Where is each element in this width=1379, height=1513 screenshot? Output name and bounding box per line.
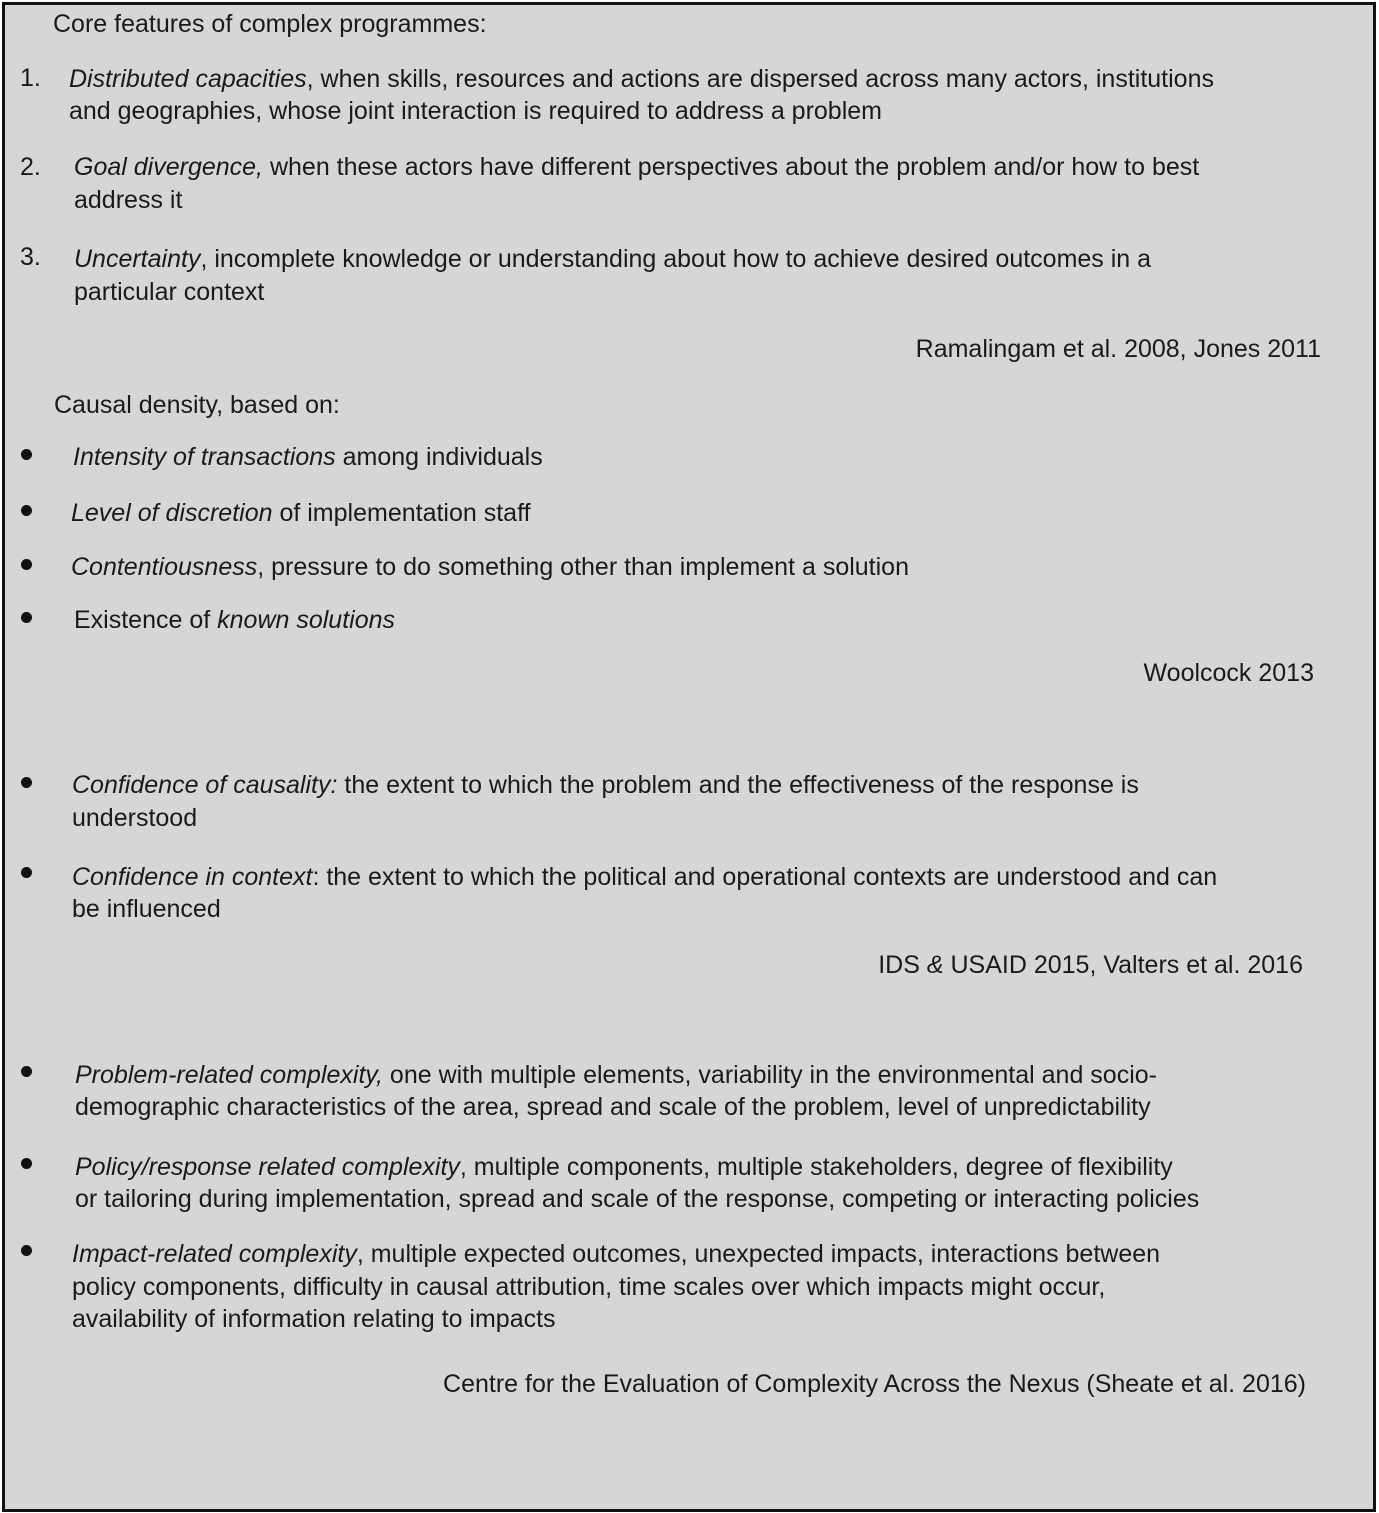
item-text: , incomplete knowledge or understanding about how to achieve desired outcomes in a bbox=[200, 245, 1152, 273]
bullet-icon bbox=[21, 559, 32, 570]
item-term: Uncertainty bbox=[74, 245, 201, 273]
item-text-line2: particular context bbox=[74, 278, 265, 306]
item-text: of implementation staff bbox=[272, 499, 531, 527]
section1-heading: Core features of complex programmes: bbox=[53, 10, 487, 38]
list-item bbox=[69, 63, 1214, 96]
citation: Ramalingam et al. 2008, Jones 2011 bbox=[915, 335, 1321, 363]
item-term: Distributed capacities bbox=[69, 65, 307, 93]
list-item bbox=[72, 861, 1217, 894]
list-item bbox=[72, 1238, 1160, 1271]
list-item bbox=[72, 769, 1139, 802]
bullet-icon bbox=[21, 612, 32, 623]
list-item bbox=[73, 441, 543, 474]
bullet-icon bbox=[21, 777, 32, 788]
bullet-icon bbox=[21, 1158, 32, 1169]
item-term: Confidence of causality: bbox=[72, 771, 338, 799]
item-text-line2: and geographies, whose joint interaction is required to address a problem bbox=[69, 97, 882, 125]
item-text-line2: be influenced bbox=[72, 895, 221, 923]
item-text-line2: or tailoring during implementation, spread and scale of the response, competing or interacting policies bbox=[75, 1185, 1200, 1213]
item-text-line2: address it bbox=[74, 186, 183, 214]
list-item bbox=[75, 1059, 1157, 1092]
item-text: when these actors have different perspectives about the problem and/or how to best bbox=[263, 153, 1200, 181]
citation: Centre for the Evaluation of Complexity Across the Nexus (Sheate et al. 2016) bbox=[443, 1370, 1306, 1398]
bullet-icon bbox=[21, 449, 32, 460]
item-text: Existence of bbox=[74, 606, 218, 634]
item-text: the extent to which the problem and the effectiveness of the response is bbox=[337, 771, 1139, 799]
item-number: 3. bbox=[20, 243, 41, 271]
item-text: , multiple expected outcomes, unexpected impacts, interactions between bbox=[356, 1240, 1161, 1268]
item-text-line3: availability of information relating to impacts bbox=[72, 1305, 556, 1333]
item-text: one with multiple elements, variability in the environmental and socio- bbox=[382, 1061, 1157, 1089]
bullet-icon bbox=[21, 1245, 32, 1256]
item-text: , multiple components, multiple stakeholders, degree of flexibility bbox=[459, 1153, 1173, 1181]
item-number: 2. bbox=[20, 153, 41, 181]
item-text: , when skills, resources and actions are dispersed across many actors, institutions bbox=[306, 65, 1214, 93]
item-term: Confidence in context bbox=[72, 863, 313, 891]
item-term: Level of discretion bbox=[71, 499, 273, 527]
item-term: Policy/response related complexity bbox=[75, 1153, 460, 1181]
item-term: Problem-related complexity, bbox=[75, 1061, 383, 1089]
item-term: Goal divergence, bbox=[74, 153, 264, 181]
item-text: : the extent to which the political and operational contexts are understood and can bbox=[312, 863, 1218, 891]
list-item bbox=[74, 243, 1151, 276]
bullet-icon bbox=[21, 1066, 32, 1077]
item-term: Contentiousness bbox=[71, 553, 258, 581]
list-item bbox=[71, 551, 909, 584]
item-term: Impact-related complexity bbox=[72, 1240, 357, 1268]
item-number: 1. bbox=[20, 64, 41, 92]
item-term: Intensity of transactions bbox=[73, 443, 336, 471]
item-text-line2: policy components, difficulty in causal attribution, time scales over which impacts might occur, bbox=[72, 1273, 1106, 1301]
list-item bbox=[71, 497, 531, 530]
item-term: known solutions bbox=[217, 606, 396, 634]
item-text-line2: demographic characteristics of the area, spread and scale of the problem, level of unpredictability bbox=[75, 1093, 1151, 1121]
item-text-line2: understood bbox=[72, 804, 198, 832]
list-item bbox=[74, 151, 1199, 184]
item-text: among individuals bbox=[335, 443, 543, 471]
bullet-icon bbox=[21, 867, 32, 878]
list-item bbox=[75, 1151, 1173, 1184]
citation: IDS & USAID 2015, Valters et al. 2016 bbox=[878, 951, 1303, 979]
item-text: , pressure to do something other than implement a solution bbox=[257, 553, 909, 581]
list-item bbox=[74, 604, 395, 637]
bullet-icon bbox=[21, 505, 32, 516]
section2-heading: Causal density, based on: bbox=[54, 391, 340, 419]
citation: Woolcock 2013 bbox=[1143, 659, 1314, 687]
